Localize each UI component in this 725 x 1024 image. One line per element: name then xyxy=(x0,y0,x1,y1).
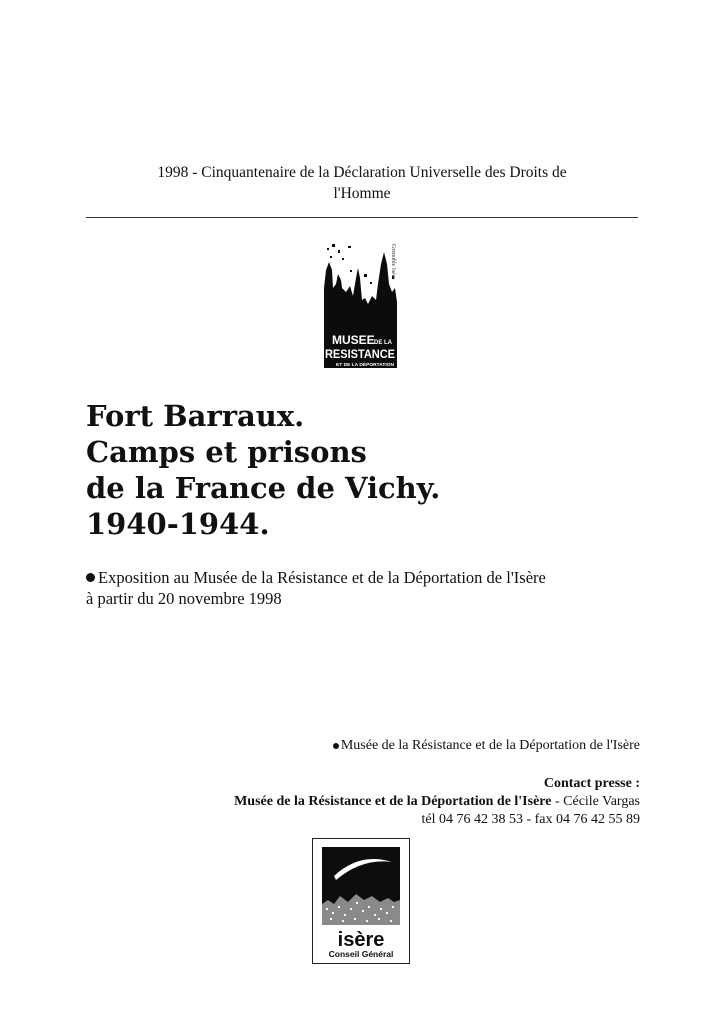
header-divider xyxy=(86,217,638,218)
isere-conseil-general-logo xyxy=(312,838,410,964)
logo-name-musee: MUSEE xyxy=(332,333,375,347)
header-heading xyxy=(86,162,638,204)
title-line-1: Fort Barraux. xyxy=(86,399,305,433)
logo-vertical-text: Grenoble Isère xyxy=(390,244,396,280)
contact-separator: - xyxy=(551,794,564,809)
header-line-2: l'Homme xyxy=(333,185,391,202)
exhibition-line-2: à partir du 20 novembre 1998 xyxy=(86,589,282,608)
contact-phones: tél 04 76 42 38 53 - fax 04 76 42 55 89 xyxy=(421,812,640,827)
exhibition-line-1: Exposition au Musée de la Résistance et de la Déportation de l'Isère xyxy=(98,568,546,587)
musee-resistance-logo xyxy=(320,240,400,370)
document-title xyxy=(86,398,440,542)
museum-name-text: Musée de la Résistance et de la Déportation de l'Isère xyxy=(340,738,640,753)
exhibition-info xyxy=(86,567,646,609)
bullet-icon xyxy=(86,573,95,582)
museum-name-line xyxy=(333,737,640,755)
title-line-3: de la France de Vichy. xyxy=(86,471,441,505)
title-line-2: Camps et prisons xyxy=(86,435,367,469)
logo-name-deportation: ET DE LA DÉPORTATION xyxy=(336,363,394,368)
bullet-icon xyxy=(333,743,339,749)
contact-label: Contact presse : xyxy=(543,776,640,791)
contact-person: Cécile Vargas xyxy=(563,794,640,809)
contact-org: Musée de la Résistance et de la Déportation de l'Isère xyxy=(234,794,552,809)
logo-name-resistance: RESISTANCE xyxy=(325,349,396,361)
logo-name-dela: DE LA xyxy=(374,340,392,346)
title-line-4: 1940-1944. xyxy=(86,507,270,541)
isere-name: isère xyxy=(337,929,385,951)
header-line-1: 1998 - Cinquantenaire de la Déclaration Universelle des Droits de xyxy=(157,164,567,181)
isere-subtitle: Conseil Général xyxy=(328,949,394,959)
press-contact xyxy=(234,775,640,829)
